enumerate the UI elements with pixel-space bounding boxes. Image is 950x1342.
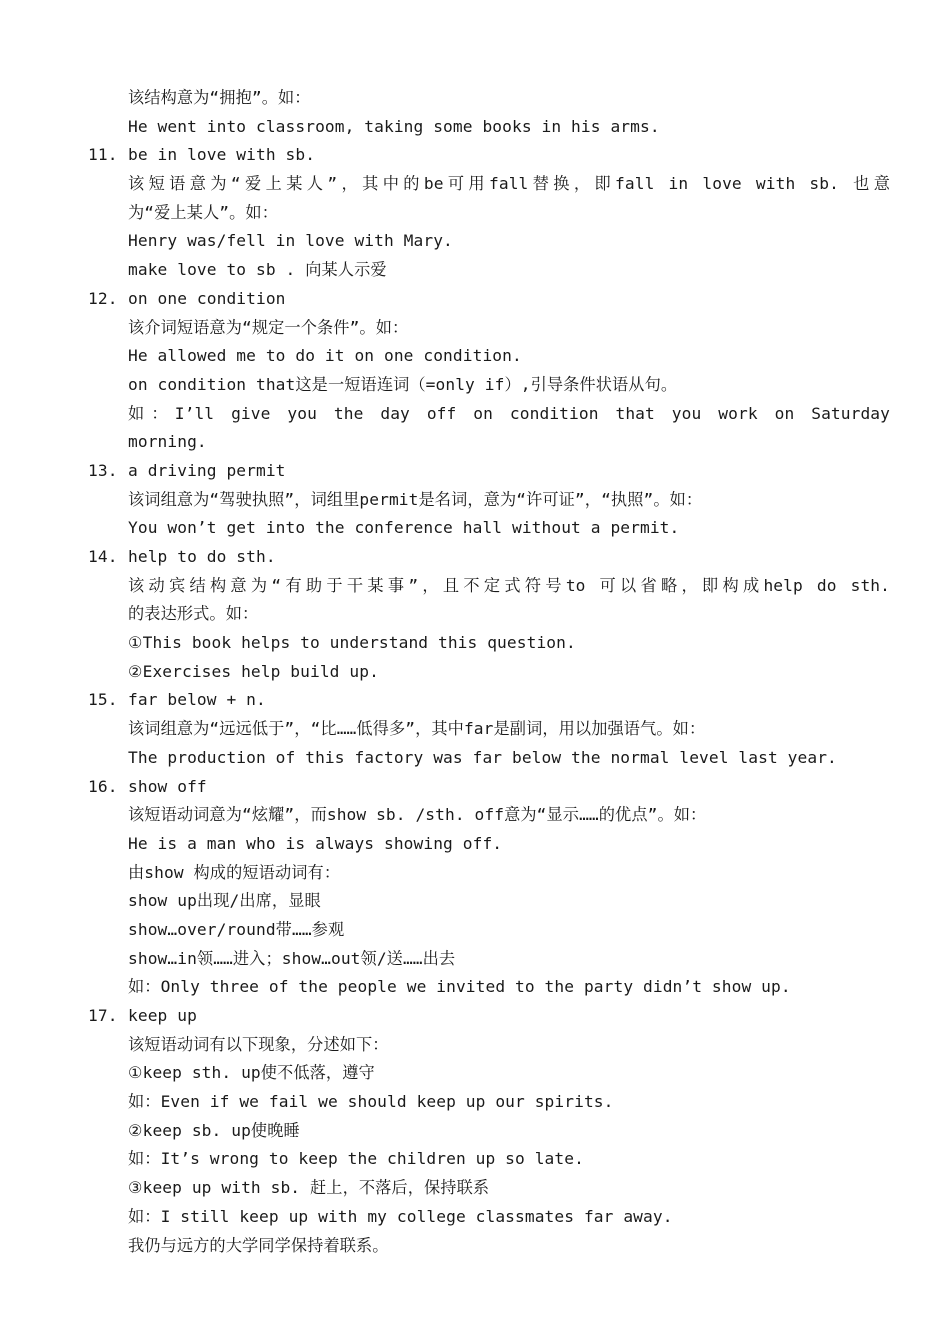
- numbered-heading: [88, 457, 890, 486]
- item-number: 16.: [88, 776, 118, 796]
- numbered-heading: [88, 141, 890, 170]
- text-line: 该短语动词意为“炫耀”，而show sb. /sth. off意为“显示……的优点”。如：: [128, 805, 707, 825]
- heading-text: keep up: [128, 1006, 197, 1025]
- heading-text: far below + n.: [128, 690, 266, 710]
- text-line: Henry was/fell in love with Mary.: [128, 231, 453, 251]
- item-number: 15.: [88, 690, 118, 710]
- heading-text: help to do sth.: [128, 547, 276, 566]
- numbered-heading: [88, 285, 890, 314]
- numbered-heading: [88, 1002, 890, 1031]
- item-number: 13.: [88, 460, 118, 480]
- text-line: ②Exercises help build up.: [128, 661, 379, 681]
- item-number: 14.: [88, 547, 118, 566]
- text-line: He allowed me to do it on one condition.: [128, 346, 522, 366]
- numbered-heading: [88, 543, 890, 572]
- text-line: ②keep sb. up使晚睡: [128, 1120, 300, 1140]
- text-line: ①keep sth. up使不低落，遵守: [128, 1063, 375, 1083]
- text-line: The production of this factory was far below the normal level last year.: [128, 747, 837, 767]
- text-line: show up出现/出席，显眼: [128, 891, 321, 911]
- text-line: 如：I’ll give you the day off on condition that you work on Saturday: [128, 403, 890, 423]
- text-line: show…in领……进入；show…out领/送……出去: [128, 948, 456, 968]
- numbered-heading: [88, 686, 890, 715]
- text-line: You won’t get into the conference hall without a permit.: [128, 518, 680, 538]
- heading-text: a driving permit: [128, 460, 286, 480]
- text-line: ①This book helps to understand this question.: [128, 633, 576, 653]
- heading-text: on one condition: [128, 288, 286, 308]
- text-line: 该动宾结构意为“有助于干某事”，且不定式符号to 可以省略，即构成help do sth.: [128, 575, 890, 595]
- text-line: He went into classroom, taking some books in his arms.: [128, 116, 660, 136]
- text-line: 的表达形式。如：: [128, 604, 259, 624]
- text-line: 该词组意为“远远低于”，“比……低得多”，其中far是副词，用以加强语气。如：: [128, 719, 706, 739]
- heading-text: show off: [128, 776, 207, 796]
- text-line: on condition that这是一短语连词（=only if）,引导条件状语从句。: [128, 374, 678, 394]
- numbered-heading: [88, 773, 890, 802]
- text-line: make love to sb . 向某人示爱: [128, 260, 387, 280]
- text-line: show…over/round带……参观: [128, 919, 345, 939]
- text-line: 如：It’s wrong to keep the children up so late.: [128, 1149, 584, 1169]
- text-line: 该结构意为“拥抱”。如：: [128, 88, 311, 107]
- text-line: 由show 构成的短语动词有：: [128, 862, 341, 882]
- text-line: 该短语动词有以下现象，分述如下：: [128, 1034, 389, 1054]
- text-line: He is a man who is always showing off.: [128, 833, 503, 853]
- item-number: 12.: [88, 288, 118, 308]
- item-number: 11.: [88, 145, 118, 165]
- text-line: 我仍与远方的大学同学保持着联系。: [128, 1235, 389, 1255]
- text-line: 该词组意为“驾驶执照”，词组里permit是名词，意为“许可证”，“执照”。如：: [128, 489, 703, 509]
- text-line: ③keep up with sb. 赶上，不落后，保持联系: [128, 1178, 490, 1198]
- text-line: 为“爱上某人”。如：: [128, 202, 278, 222]
- text-line: 该短语意为“爱上某人”，其中的be可用fall替换，即fall in love with sb. 也意: [128, 174, 890, 194]
- text-line: 如：Only three of the people we invited to the party didn’t show up.: [128, 977, 791, 997]
- text-line: 如：Even if we fail we should keep up our spirits.: [128, 1092, 614, 1112]
- item-number: 17.: [88, 1006, 118, 1025]
- text-line: 如：I still keep up with my college classmates far away.: [128, 1206, 673, 1226]
- text-line: morning.: [128, 432, 207, 452]
- heading-text: be in love with sb.: [128, 145, 316, 165]
- text-line: 该介词短语意为“规定一个条件”。如：: [128, 317, 409, 337]
